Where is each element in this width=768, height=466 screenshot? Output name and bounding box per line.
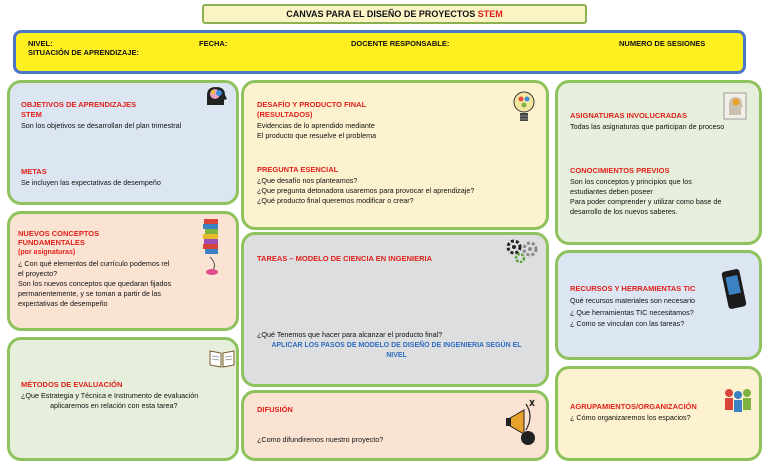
open-book-icon xyxy=(208,347,236,369)
nuevos-line-4: permanentemente, y se toman a partir de las xyxy=(18,289,162,298)
metodos-card xyxy=(7,337,239,461)
pregunta-title: PREGUNTA ESENCIAL xyxy=(257,165,339,174)
people-icon xyxy=(721,387,755,417)
desafio-line-2: El producto que resuelve el problema xyxy=(257,131,377,140)
recursos-line-2: ¿ Que herramientas TIC necesitamos? xyxy=(570,308,694,317)
tareas-title: TAREAS – MODELO DE CIENCIA EN INGENIERIA xyxy=(257,254,433,263)
nuevos-title-3: (por asignaturas) xyxy=(18,249,76,256)
nuevos-title-2: FUNDAMENTALES xyxy=(18,238,85,247)
brain-icon xyxy=(203,85,231,107)
pregunta-line-3: ¿Qué producto final queremos modificar o crear? xyxy=(257,196,414,205)
nuevos-line-1: ¿ Con qué elementos del currículo podemos rel xyxy=(18,259,170,268)
previos-line-1: Son los conceptos y principios que los xyxy=(570,177,692,186)
sesiones-label: NUMERO DE SESIONES xyxy=(619,39,706,48)
objetivos-card xyxy=(7,80,239,205)
agrupamientos-line-1: ¿ Cómo organizaremos los espacios? xyxy=(570,413,691,422)
asignaturas-body: Todas las asignaturas que participan de proceso xyxy=(570,122,725,131)
situacion-label: SITUACIÓN DE APRENDIZAJE: xyxy=(28,48,139,57)
tareas-answer-2: NIVEL xyxy=(386,352,407,359)
metas-body: Se incluyen las expectativas de desempeño xyxy=(21,178,161,187)
metodos-line-1: ¿Que Estrategia y Técnica e Instrumento de evaluación xyxy=(21,391,199,400)
desafio-title-2: (RESULTADOS) xyxy=(257,110,313,119)
desafio-title-1: DESAFÍO Y PRODUCTO FINAL xyxy=(257,100,367,109)
tareas-card xyxy=(241,232,549,387)
objetivos-body: Son los objetivos se desarrollan del plan trimestral xyxy=(21,121,182,130)
pregunta-line-2: ¿Que pregunta detonadora usaremos para provocar el aprendizaje? xyxy=(257,186,475,195)
previos-line-2: estudiantes deben poseer xyxy=(570,187,653,196)
objetivos-title: OBJETIVOS DE APRENDIZAJES xyxy=(21,100,137,109)
difusion-question: ¿Como difundiremos nuestro proyecto? xyxy=(257,435,384,444)
recursos-line-1: Qué recursos materiales son necesario xyxy=(570,296,696,305)
recursos-line-3: ¿ Como se vinculan con las tareas? xyxy=(570,319,685,328)
lightbulb-icon xyxy=(512,89,536,127)
metas-title: METAS xyxy=(21,167,47,176)
agrupamientos-title: AGRUPAMIENTOS/ORGANIZACIÓN xyxy=(570,402,697,411)
gears-icon xyxy=(502,237,542,263)
title-text: CANVAS PARA EL DISEÑO DE PROYECTOS xyxy=(286,9,476,19)
nuevos-title-1: NUEVOS CONCEPTOS xyxy=(18,229,100,238)
books-icon xyxy=(200,217,226,277)
nuevos-card xyxy=(7,211,239,331)
tareas-answer-1: APLICAR LOS PASOS DE MODELO DE DISEÑO DE INGENIERIA SEGÚN EL xyxy=(271,342,522,349)
recursos-card xyxy=(555,250,762,360)
asignaturas-title: ASIGNATURAS INVOLUCRADAS xyxy=(570,111,687,120)
previos-line-3: Para poder comprender y utilizar como base de xyxy=(570,197,722,206)
previos-line-4: desarrollo de los nuevos saberes. xyxy=(570,207,678,216)
megaphone-icon xyxy=(504,396,544,446)
difusion-title: DIFUSIÓN xyxy=(257,405,293,414)
nuevos-line-5: expectativas de desempeño xyxy=(18,299,108,308)
nivel-label: NIVEL: xyxy=(28,39,53,48)
nuevos-line-2: el proyecto? xyxy=(18,269,58,278)
fecha-label: FECHA: xyxy=(199,39,228,48)
phone-icon xyxy=(721,267,747,311)
previos-title: CONOCIMIENTOS PREVIOS xyxy=(570,166,670,175)
tareas-question: ¿Qué Tenemos que hacer para alcanzar el producto final? xyxy=(257,330,443,339)
difusion-card xyxy=(241,390,549,461)
asignaturas-card xyxy=(555,80,762,245)
desafio-line-1: Evidencias de lo aprendido mediante xyxy=(257,121,375,130)
docente-label: DOCENTE RESPONSABLE: xyxy=(351,39,450,48)
header-band xyxy=(13,30,746,74)
title-stem: STEM xyxy=(477,9,503,19)
objetivos-title-stem: STEM xyxy=(21,110,42,119)
puzzle-head-icon xyxy=(722,91,748,121)
metodos-line-2: aplicaremos en relación con esta tarea? xyxy=(50,401,178,410)
page-title xyxy=(202,4,587,24)
metodos-title: MÉTODOS DE EVALUACIÓN xyxy=(21,380,123,389)
pregunta-line-1: ¿Que desafío nos planteamos? xyxy=(257,176,358,185)
nuevos-line-3: Son los nuevos conceptos que quedaran fijados xyxy=(18,279,172,288)
desafio-card xyxy=(241,80,549,230)
recursos-title: RECURSOS Y HERRAMIENTAS TIC xyxy=(570,284,696,293)
agrupamientos-card xyxy=(555,366,762,461)
